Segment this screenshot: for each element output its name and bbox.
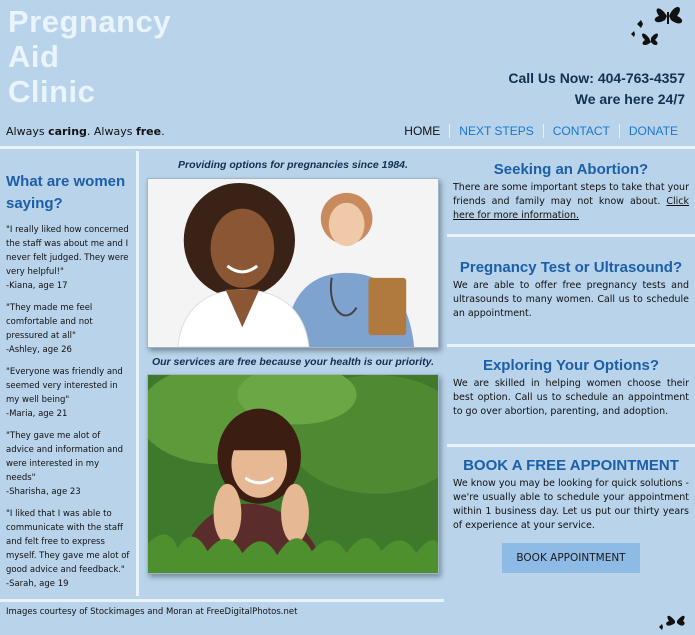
nav-contact[interactable]: CONTACT bbox=[552, 124, 610, 138]
logo-line-2: Aid bbox=[8, 39, 60, 74]
book-appointment-button[interactable]: BOOK APPOINTMENT bbox=[502, 543, 640, 573]
appointment-section bbox=[447, 447, 695, 595]
quote-text: "Everyone was friendly and seemed very interested in my well being" bbox=[6, 367, 123, 405]
abortion-info-link[interactable]: Click here for more information. bbox=[453, 196, 689, 221]
quote-author: -Maria, age 21 bbox=[6, 409, 68, 419]
testimonials-panel bbox=[0, 151, 139, 596]
since-caption: Providing options for pregnancies since 1984. bbox=[178, 159, 408, 171]
image-credits: Images courtesy of Stockimages and Moran at FreeDigitalPhotos.net bbox=[0, 599, 444, 635]
nav-next-steps[interactable]: NEXT STEPS bbox=[459, 124, 534, 138]
pregnancy-test-section bbox=[447, 237, 695, 347]
testimonial-quote bbox=[6, 301, 130, 357]
header-divider bbox=[0, 146, 695, 149]
quote-author: -Sharisha, age 23 bbox=[6, 487, 81, 497]
clinic-logo[interactable] bbox=[8, 4, 208, 109]
testimonial-quote bbox=[6, 429, 130, 499]
options-text: We are skilled in helping women choose their best option. Call us to schedule an appointment to go over abortion, parenting, and adoption. bbox=[453, 378, 689, 417]
photo-column bbox=[142, 151, 444, 596]
info-column bbox=[447, 151, 695, 635]
pregnancy-test-text: We are able to offer free pregnancy tests and ultrasounds to many women. Call us to schedule an appointment. bbox=[453, 280, 689, 319]
quote-text: "I really liked how concerned the staff was about me and I never felt judged. They were very helpful!" bbox=[6, 225, 129, 277]
testimonials-title: What are women saying? bbox=[6, 173, 126, 212]
tagline-word-3: . Always bbox=[86, 125, 133, 138]
testimonial-quote bbox=[6, 365, 130, 421]
woman-in-grass-photo bbox=[147, 374, 439, 574]
logo-line-1: Pregnancy bbox=[8, 4, 172, 39]
call-us-label: Call Us Now: bbox=[508, 70, 594, 86]
appointment-text: We know you may be looking for quick solutions - we're usually able to schedule your appointment within 1 business day. Let us put our thirty years of experience at your service. bbox=[453, 478, 689, 531]
testimonial-quote bbox=[6, 223, 130, 293]
logo-line-3: Clinic bbox=[8, 74, 96, 109]
tagline-caring: caring bbox=[48, 125, 87, 138]
quote-author: -Kiana, age 17 bbox=[6, 281, 68, 291]
testimonial-quote bbox=[6, 507, 130, 591]
quote-text: "They gave me alot of advice and information and were interested in my needs" bbox=[6, 431, 124, 483]
tagline-free: free bbox=[135, 125, 162, 138]
services-caption: Our services are free because your health is our priority. bbox=[151, 356, 435, 368]
quote-author: -Ashley, age 26 bbox=[6, 345, 72, 355]
medical-staff-photo bbox=[147, 178, 439, 348]
abortion-text bbox=[453, 181, 689, 223]
availability-text: We are here 24/7 bbox=[574, 91, 685, 107]
appointment-title: BOOK A FREE APPOINTMENT bbox=[463, 457, 679, 474]
butterfly-icon bbox=[655, 611, 687, 633]
abortion-title: Seeking an Abortion? bbox=[493, 161, 649, 178]
nav-home[interactable]: HOME bbox=[404, 124, 441, 138]
phone-number[interactable]: 404-763-4357 bbox=[597, 70, 685, 86]
phone-line bbox=[508, 68, 685, 89]
butterfly-icon bbox=[629, 2, 689, 58]
quote-text: "I liked that I was able to communicate with the staff and felt free to express myself. They gave me alot of good advice and feedback." bbox=[6, 509, 130, 575]
main-nav bbox=[395, 124, 687, 138]
abortion-body: There are some important steps to take that your friends and family may not know about. bbox=[453, 182, 689, 207]
pregnancy-test-title: Pregnancy Test or Ultrasound? bbox=[459, 259, 683, 276]
quote-author: -Sarah, age 19 bbox=[6, 579, 69, 589]
quote-text: "They made me feel comfortable and not pressured at all" bbox=[6, 303, 93, 341]
nav-donate[interactable]: DONATE bbox=[628, 124, 678, 138]
tagline-word-1: Always bbox=[6, 125, 45, 138]
tagline bbox=[6, 125, 165, 138]
options-title: Exploring Your Options? bbox=[482, 357, 660, 374]
contact-info bbox=[508, 68, 685, 110]
tagline-period: . bbox=[161, 125, 165, 138]
options-section bbox=[447, 347, 695, 447]
abortion-section bbox=[447, 151, 695, 237]
